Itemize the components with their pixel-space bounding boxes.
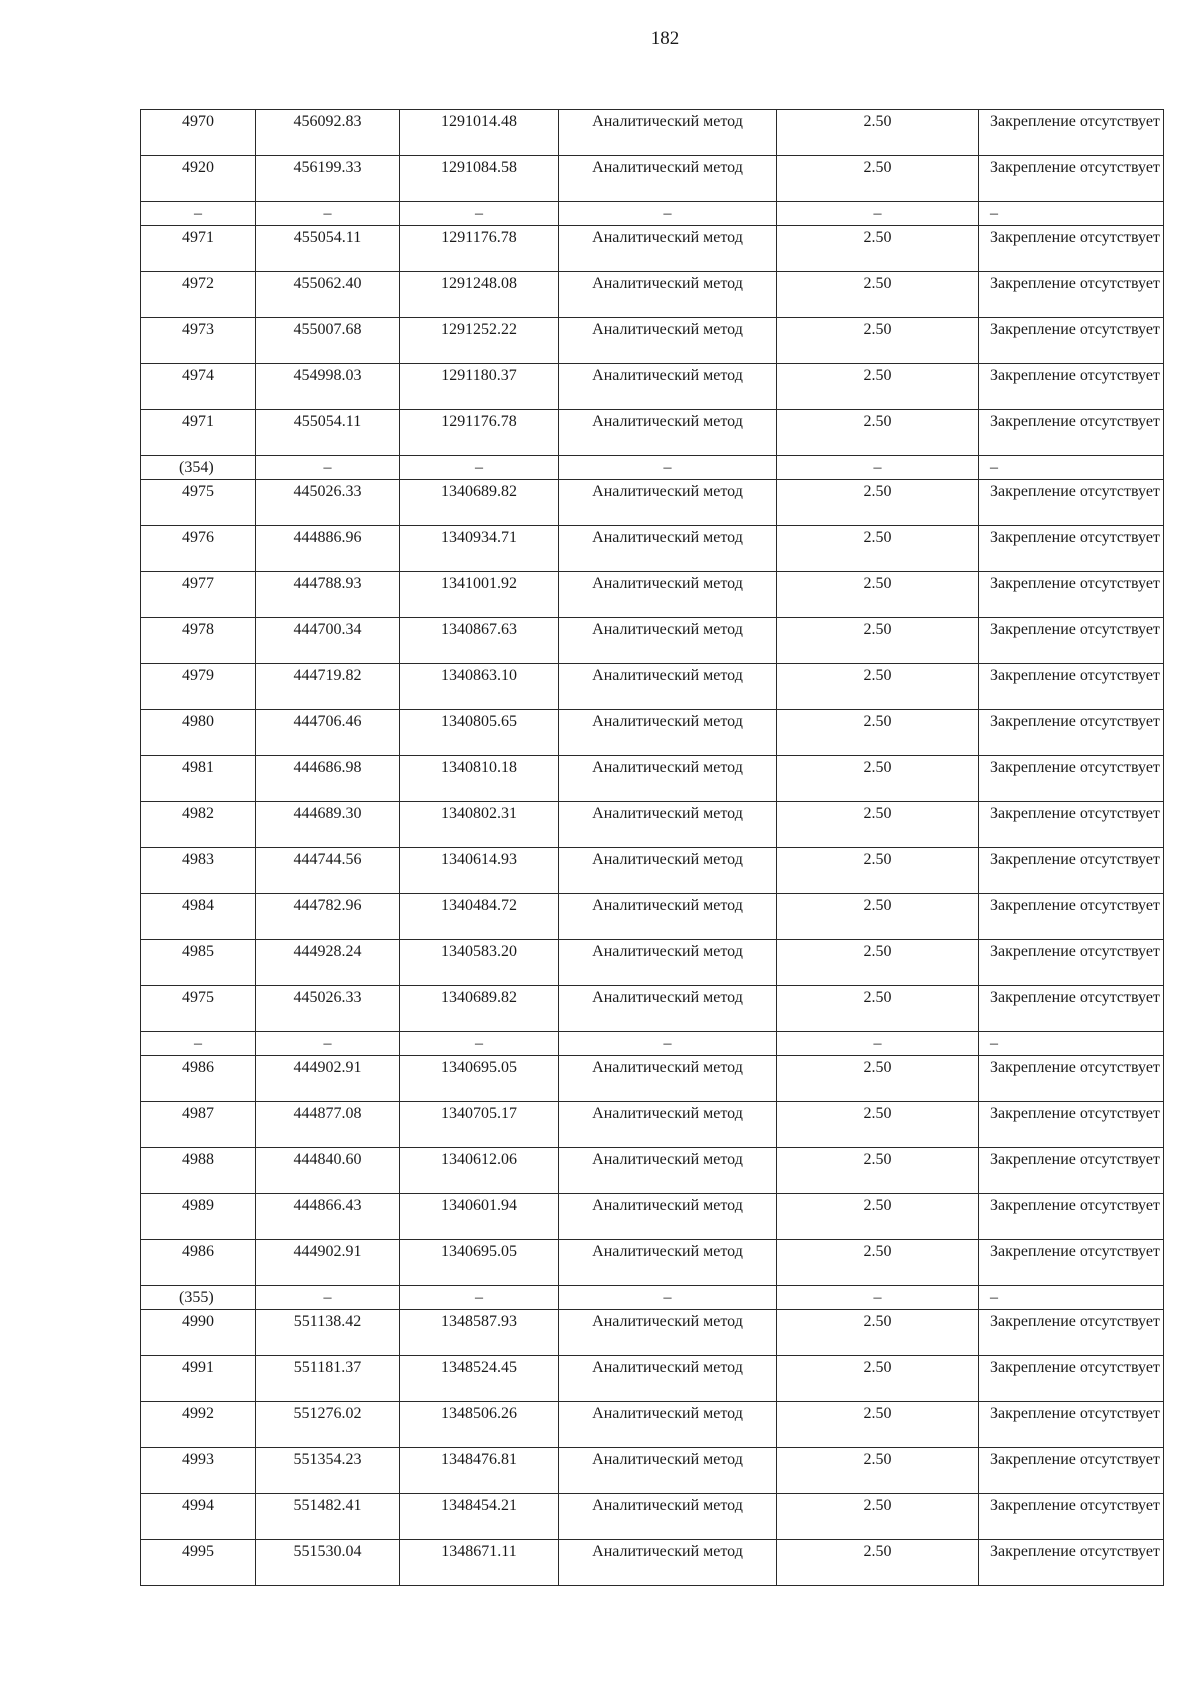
y-coordinate-cell: – bbox=[400, 1286, 559, 1310]
fixing-description-cell: Закрепление отсутствует bbox=[979, 618, 1164, 664]
fixing-description-cell: – bbox=[979, 456, 1164, 480]
method-cell: Аналитический метод bbox=[559, 848, 777, 894]
fixing-description-cell: Закрепление отсутствует bbox=[979, 272, 1164, 318]
table-row bbox=[141, 156, 1164, 202]
point-number-cell: 4972 bbox=[141, 272, 256, 318]
fixing-description-cell: Закрепление отсутствует bbox=[979, 1448, 1164, 1494]
table-row bbox=[141, 802, 1164, 848]
method-cell: Аналитический метод bbox=[559, 1056, 777, 1102]
method-cell: Аналитический метод bbox=[559, 1540, 777, 1586]
fixing-description-cell: Закрепление отсутствует bbox=[979, 1310, 1164, 1356]
accuracy-cell: 2.50 bbox=[777, 1056, 979, 1102]
method-cell: Аналитический метод bbox=[559, 802, 777, 848]
x-coordinate-cell: 456092.83 bbox=[256, 110, 400, 156]
point-number-cell: 4986 bbox=[141, 1056, 256, 1102]
x-coordinate-cell: 444928.24 bbox=[256, 940, 400, 986]
x-coordinate-cell: 445026.33 bbox=[256, 480, 400, 526]
accuracy-cell: 2.50 bbox=[777, 572, 979, 618]
accuracy-cell: 2.50 bbox=[777, 110, 979, 156]
y-coordinate-cell: 1340484.72 bbox=[400, 894, 559, 940]
y-coordinate-cell: 1340614.93 bbox=[400, 848, 559, 894]
point-number-cell: 4971 bbox=[141, 410, 256, 456]
fixing-description-cell: Закрепление отсутствует bbox=[979, 480, 1164, 526]
method-cell: Аналитический метод bbox=[559, 986, 777, 1032]
method-cell: – bbox=[559, 202, 777, 226]
y-coordinate-cell: 1348506.26 bbox=[400, 1402, 559, 1448]
point-number-cell: 4970 bbox=[141, 110, 256, 156]
x-coordinate-cell: – bbox=[256, 456, 400, 480]
table-body bbox=[141, 110, 1164, 1586]
point-number-cell: 4979 bbox=[141, 664, 256, 710]
method-cell: Аналитический метод bbox=[559, 1310, 777, 1356]
method-cell: Аналитический метод bbox=[559, 226, 777, 272]
method-cell: Аналитический метод bbox=[559, 110, 777, 156]
accuracy-cell: 2.50 bbox=[777, 410, 979, 456]
method-cell: Аналитический метод bbox=[559, 526, 777, 572]
accuracy-cell: 2.50 bbox=[777, 1310, 979, 1356]
y-coordinate-cell: 1340695.05 bbox=[400, 1240, 559, 1286]
point-number-cell: 4971 bbox=[141, 226, 256, 272]
point-number-cell: 4993 bbox=[141, 1448, 256, 1494]
accuracy-cell: 2.50 bbox=[777, 1148, 979, 1194]
method-cell: Аналитический метод bbox=[559, 572, 777, 618]
fixing-description-cell: Закрепление отсутствует bbox=[979, 318, 1164, 364]
accuracy-cell: 2.50 bbox=[777, 802, 979, 848]
table-row bbox=[141, 272, 1164, 318]
table-row bbox=[141, 110, 1164, 156]
fixing-description-cell: Закрепление отсутствует bbox=[979, 1402, 1164, 1448]
accuracy-cell: – bbox=[777, 1032, 979, 1056]
method-cell: Аналитический метод bbox=[559, 756, 777, 802]
accuracy-cell: – bbox=[777, 456, 979, 480]
x-coordinate-cell: 551276.02 bbox=[256, 1402, 400, 1448]
method-cell: Аналитический метод bbox=[559, 1102, 777, 1148]
accuracy-cell: 2.50 bbox=[777, 710, 979, 756]
table-row bbox=[141, 986, 1164, 1032]
point-number-cell: 4975 bbox=[141, 986, 256, 1032]
fixing-description-cell: Закрепление отсутствует bbox=[979, 1494, 1164, 1540]
method-cell: Аналитический метод bbox=[559, 894, 777, 940]
accuracy-cell: 2.50 bbox=[777, 894, 979, 940]
accuracy-cell: 2.50 bbox=[777, 364, 979, 410]
point-number-cell: – bbox=[141, 202, 256, 226]
coordinates-table bbox=[140, 109, 1164, 1586]
point-number-cell: 4990 bbox=[141, 1310, 256, 1356]
point-number-cell: 4982 bbox=[141, 802, 256, 848]
y-coordinate-cell: 1341001.92 bbox=[400, 572, 559, 618]
table-row bbox=[141, 848, 1164, 894]
accuracy-cell: 2.50 bbox=[777, 1540, 979, 1586]
fixing-description-cell: Закрепление отсутствует bbox=[979, 1240, 1164, 1286]
table-row bbox=[141, 1356, 1164, 1402]
x-coordinate-cell: 444902.91 bbox=[256, 1240, 400, 1286]
point-number-cell: 4989 bbox=[141, 1194, 256, 1240]
table-row bbox=[141, 1448, 1164, 1494]
method-cell: Аналитический метод bbox=[559, 1494, 777, 1540]
point-number-cell: 4973 bbox=[141, 318, 256, 364]
y-coordinate-cell: – bbox=[400, 1032, 559, 1056]
accuracy-cell: 2.50 bbox=[777, 1448, 979, 1494]
table-row bbox=[141, 1148, 1164, 1194]
point-number-cell: – bbox=[141, 1032, 256, 1056]
x-coordinate-cell: 455062.40 bbox=[256, 272, 400, 318]
accuracy-cell: 2.50 bbox=[777, 940, 979, 986]
table-row bbox=[141, 664, 1164, 710]
method-cell: Аналитический метод bbox=[559, 410, 777, 456]
fixing-description-cell: Закрепление отсутствует bbox=[979, 1194, 1164, 1240]
x-coordinate-cell: 551354.23 bbox=[256, 1448, 400, 1494]
point-number-cell: 4985 bbox=[141, 940, 256, 986]
method-cell: – bbox=[559, 1286, 777, 1310]
x-coordinate-cell: 444866.43 bbox=[256, 1194, 400, 1240]
y-coordinate-cell: 1348671.11 bbox=[400, 1540, 559, 1586]
x-coordinate-cell: 455054.11 bbox=[256, 226, 400, 272]
fixing-description-cell: Закрепление отсутствует bbox=[979, 410, 1164, 456]
x-coordinate-cell: – bbox=[256, 1286, 400, 1310]
table-row bbox=[141, 480, 1164, 526]
table-row bbox=[141, 1494, 1164, 1540]
accuracy-cell: 2.50 bbox=[777, 1494, 979, 1540]
x-coordinate-cell: 551482.41 bbox=[256, 1494, 400, 1540]
accuracy-cell: 2.50 bbox=[777, 480, 979, 526]
fixing-description-cell: Закрепление отсутствует bbox=[979, 110, 1164, 156]
method-cell: Аналитический метод bbox=[559, 940, 777, 986]
fixing-description-cell: Закрепление отсутствует bbox=[979, 848, 1164, 894]
table-row bbox=[141, 1540, 1164, 1586]
y-coordinate-cell: 1291176.78 bbox=[400, 226, 559, 272]
method-cell: Аналитический метод bbox=[559, 272, 777, 318]
method-cell: Аналитический метод bbox=[559, 156, 777, 202]
point-number-cell: 4983 bbox=[141, 848, 256, 894]
point-number-cell: 4981 bbox=[141, 756, 256, 802]
y-coordinate-cell: 1340705.17 bbox=[400, 1102, 559, 1148]
table-row bbox=[141, 318, 1164, 364]
accuracy-cell: 2.50 bbox=[777, 526, 979, 572]
fixing-description-cell: Закрепление отсутствует bbox=[979, 756, 1164, 802]
y-coordinate-cell: 1340583.20 bbox=[400, 940, 559, 986]
method-cell: Аналитический метод bbox=[559, 1194, 777, 1240]
x-coordinate-cell: 455054.11 bbox=[256, 410, 400, 456]
accuracy-cell: 2.50 bbox=[777, 1356, 979, 1402]
fixing-description-cell: – bbox=[979, 1032, 1164, 1056]
method-cell: Аналитический метод bbox=[559, 1402, 777, 1448]
method-cell: Аналитический метод bbox=[559, 1448, 777, 1494]
fixing-description-cell: Закрепление отсутствует bbox=[979, 940, 1164, 986]
x-coordinate-cell: 444902.91 bbox=[256, 1056, 400, 1102]
separator-row bbox=[141, 202, 1164, 226]
fixing-description-cell: Закрепление отсутствует bbox=[979, 894, 1164, 940]
point-number-cell: 4986 bbox=[141, 1240, 256, 1286]
point-number-cell: 4977 bbox=[141, 572, 256, 618]
method-cell: Аналитический метод bbox=[559, 1148, 777, 1194]
y-coordinate-cell: 1340802.31 bbox=[400, 802, 559, 848]
table-row bbox=[141, 226, 1164, 272]
table-row bbox=[141, 756, 1164, 802]
method-cell: – bbox=[559, 456, 777, 480]
table-row bbox=[141, 526, 1164, 572]
x-coordinate-cell: 444886.96 bbox=[256, 526, 400, 572]
method-cell: Аналитический метод bbox=[559, 618, 777, 664]
y-coordinate-cell: 1291014.48 bbox=[400, 110, 559, 156]
x-coordinate-cell: 454998.03 bbox=[256, 364, 400, 410]
table-row bbox=[141, 1240, 1164, 1286]
x-coordinate-cell: 444788.93 bbox=[256, 572, 400, 618]
table-row bbox=[141, 1310, 1164, 1356]
point-number-cell: 4988 bbox=[141, 1148, 256, 1194]
x-coordinate-cell: 551530.04 bbox=[256, 1540, 400, 1586]
point-number-cell: 4991 bbox=[141, 1356, 256, 1402]
method-cell: Аналитический метод bbox=[559, 318, 777, 364]
accuracy-cell: – bbox=[777, 1286, 979, 1310]
y-coordinate-cell: 1340863.10 bbox=[400, 664, 559, 710]
fixing-description-cell: Закрепление отсутствует bbox=[979, 226, 1164, 272]
fixing-description-cell: Закрепление отсутствует bbox=[979, 1102, 1164, 1148]
x-coordinate-cell: 551138.42 bbox=[256, 1310, 400, 1356]
table-row bbox=[141, 572, 1164, 618]
accuracy-cell: – bbox=[777, 202, 979, 226]
method-cell: Аналитический метод bbox=[559, 480, 777, 526]
accuracy-cell: 2.50 bbox=[777, 618, 979, 664]
accuracy-cell: 2.50 bbox=[777, 1402, 979, 1448]
point-number-cell: 4984 bbox=[141, 894, 256, 940]
point-number-cell: (354) bbox=[141, 456, 256, 480]
separator-row bbox=[141, 1286, 1164, 1310]
table-row bbox=[141, 410, 1164, 456]
y-coordinate-cell: – bbox=[400, 456, 559, 480]
fixing-description-cell: – bbox=[979, 1286, 1164, 1310]
y-coordinate-cell: 1348454.21 bbox=[400, 1494, 559, 1540]
accuracy-cell: 2.50 bbox=[777, 1240, 979, 1286]
point-number-cell: 4978 bbox=[141, 618, 256, 664]
x-coordinate-cell: 444686.98 bbox=[256, 756, 400, 802]
method-cell: Аналитический метод bbox=[559, 664, 777, 710]
point-number-cell: (355) bbox=[141, 1286, 256, 1310]
fixing-description-cell: Закрепление отсутствует bbox=[979, 802, 1164, 848]
point-number-cell: 4975 bbox=[141, 480, 256, 526]
x-coordinate-cell: 444719.82 bbox=[256, 664, 400, 710]
point-number-cell: 4976 bbox=[141, 526, 256, 572]
x-coordinate-cell: 456199.33 bbox=[256, 156, 400, 202]
table-row bbox=[141, 364, 1164, 410]
fixing-description-cell: – bbox=[979, 202, 1164, 226]
y-coordinate-cell: 1348587.93 bbox=[400, 1310, 559, 1356]
y-coordinate-cell: 1348476.81 bbox=[400, 1448, 559, 1494]
point-number-cell: 4995 bbox=[141, 1540, 256, 1586]
point-number-cell: 4920 bbox=[141, 156, 256, 202]
y-coordinate-cell: 1340601.94 bbox=[400, 1194, 559, 1240]
table-row bbox=[141, 1402, 1164, 1448]
y-coordinate-cell: 1340934.71 bbox=[400, 526, 559, 572]
y-coordinate-cell: 1291084.58 bbox=[400, 156, 559, 202]
y-coordinate-cell: 1291252.22 bbox=[400, 318, 559, 364]
method-cell: Аналитический метод bbox=[559, 364, 777, 410]
fixing-description-cell: Закрепление отсутствует bbox=[979, 1540, 1164, 1586]
accuracy-cell: 2.50 bbox=[777, 226, 979, 272]
point-number-cell: 4974 bbox=[141, 364, 256, 410]
y-coordinate-cell: 1340612.06 bbox=[400, 1148, 559, 1194]
fixing-description-cell: Закрепление отсутствует bbox=[979, 986, 1164, 1032]
accuracy-cell: 2.50 bbox=[777, 664, 979, 710]
method-cell: Аналитический метод bbox=[559, 710, 777, 756]
table-row bbox=[141, 618, 1164, 664]
accuracy-cell: 2.50 bbox=[777, 848, 979, 894]
x-coordinate-cell: – bbox=[256, 1032, 400, 1056]
table-row bbox=[141, 1102, 1164, 1148]
accuracy-cell: 2.50 bbox=[777, 156, 979, 202]
x-coordinate-cell: 551181.37 bbox=[256, 1356, 400, 1402]
accuracy-cell: 2.50 bbox=[777, 272, 979, 318]
y-coordinate-cell: 1348524.45 bbox=[400, 1356, 559, 1402]
method-cell: Аналитический метод bbox=[559, 1240, 777, 1286]
y-coordinate-cell: 1340695.05 bbox=[400, 1056, 559, 1102]
accuracy-cell: 2.50 bbox=[777, 1194, 979, 1240]
x-coordinate-cell: 444840.60 bbox=[256, 1148, 400, 1194]
fixing-description-cell: Закрепление отсутствует bbox=[979, 572, 1164, 618]
accuracy-cell: 2.50 bbox=[777, 318, 979, 364]
y-coordinate-cell: 1340689.82 bbox=[400, 986, 559, 1032]
accuracy-cell: 2.50 bbox=[777, 756, 979, 802]
x-coordinate-cell: 445026.33 bbox=[256, 986, 400, 1032]
point-number-cell: 4980 bbox=[141, 710, 256, 756]
y-coordinate-cell: 1340805.65 bbox=[400, 710, 559, 756]
fixing-description-cell: Закрепление отсутствует bbox=[979, 364, 1164, 410]
point-number-cell: 4992 bbox=[141, 1402, 256, 1448]
y-coordinate-cell: 1291180.37 bbox=[400, 364, 559, 410]
fixing-description-cell: Закрепление отсутствует bbox=[979, 664, 1164, 710]
x-coordinate-cell: – bbox=[256, 202, 400, 226]
point-number-cell: 4994 bbox=[141, 1494, 256, 1540]
fixing-description-cell: Закрепление отсутствует bbox=[979, 1356, 1164, 1402]
y-coordinate-cell: 1340689.82 bbox=[400, 480, 559, 526]
y-coordinate-cell: – bbox=[400, 202, 559, 226]
fixing-description-cell: Закрепление отсутствует bbox=[979, 1148, 1164, 1194]
fixing-description-cell: Закрепление отсутствует bbox=[979, 156, 1164, 202]
x-coordinate-cell: 444689.30 bbox=[256, 802, 400, 848]
y-coordinate-cell: 1340867.63 bbox=[400, 618, 559, 664]
accuracy-cell: 2.50 bbox=[777, 986, 979, 1032]
x-coordinate-cell: 455007.68 bbox=[256, 318, 400, 364]
x-coordinate-cell: 444706.46 bbox=[256, 710, 400, 756]
fixing-description-cell: Закрепление отсутствует bbox=[979, 710, 1164, 756]
separator-row bbox=[141, 1032, 1164, 1056]
accuracy-cell: 2.50 bbox=[777, 1102, 979, 1148]
table-row bbox=[141, 940, 1164, 986]
fixing-description-cell: Закрепление отсутствует bbox=[979, 1056, 1164, 1102]
point-number-cell: 4987 bbox=[141, 1102, 256, 1148]
method-cell: – bbox=[559, 1032, 777, 1056]
y-coordinate-cell: 1291176.78 bbox=[400, 410, 559, 456]
x-coordinate-cell: 444744.56 bbox=[256, 848, 400, 894]
fixing-description-cell: Закрепление отсутствует bbox=[979, 526, 1164, 572]
x-coordinate-cell: 444877.08 bbox=[256, 1102, 400, 1148]
x-coordinate-cell: 444782.96 bbox=[256, 894, 400, 940]
x-coordinate-cell: 444700.34 bbox=[256, 618, 400, 664]
method-cell: Аналитический метод bbox=[559, 1356, 777, 1402]
table-row bbox=[141, 1194, 1164, 1240]
table-row bbox=[141, 710, 1164, 756]
table-row bbox=[141, 1056, 1164, 1102]
table-row bbox=[141, 894, 1164, 940]
y-coordinate-cell: 1340810.18 bbox=[400, 756, 559, 802]
y-coordinate-cell: 1291248.08 bbox=[400, 272, 559, 318]
page-number: 182 bbox=[650, 28, 680, 49]
separator-row bbox=[141, 456, 1164, 480]
